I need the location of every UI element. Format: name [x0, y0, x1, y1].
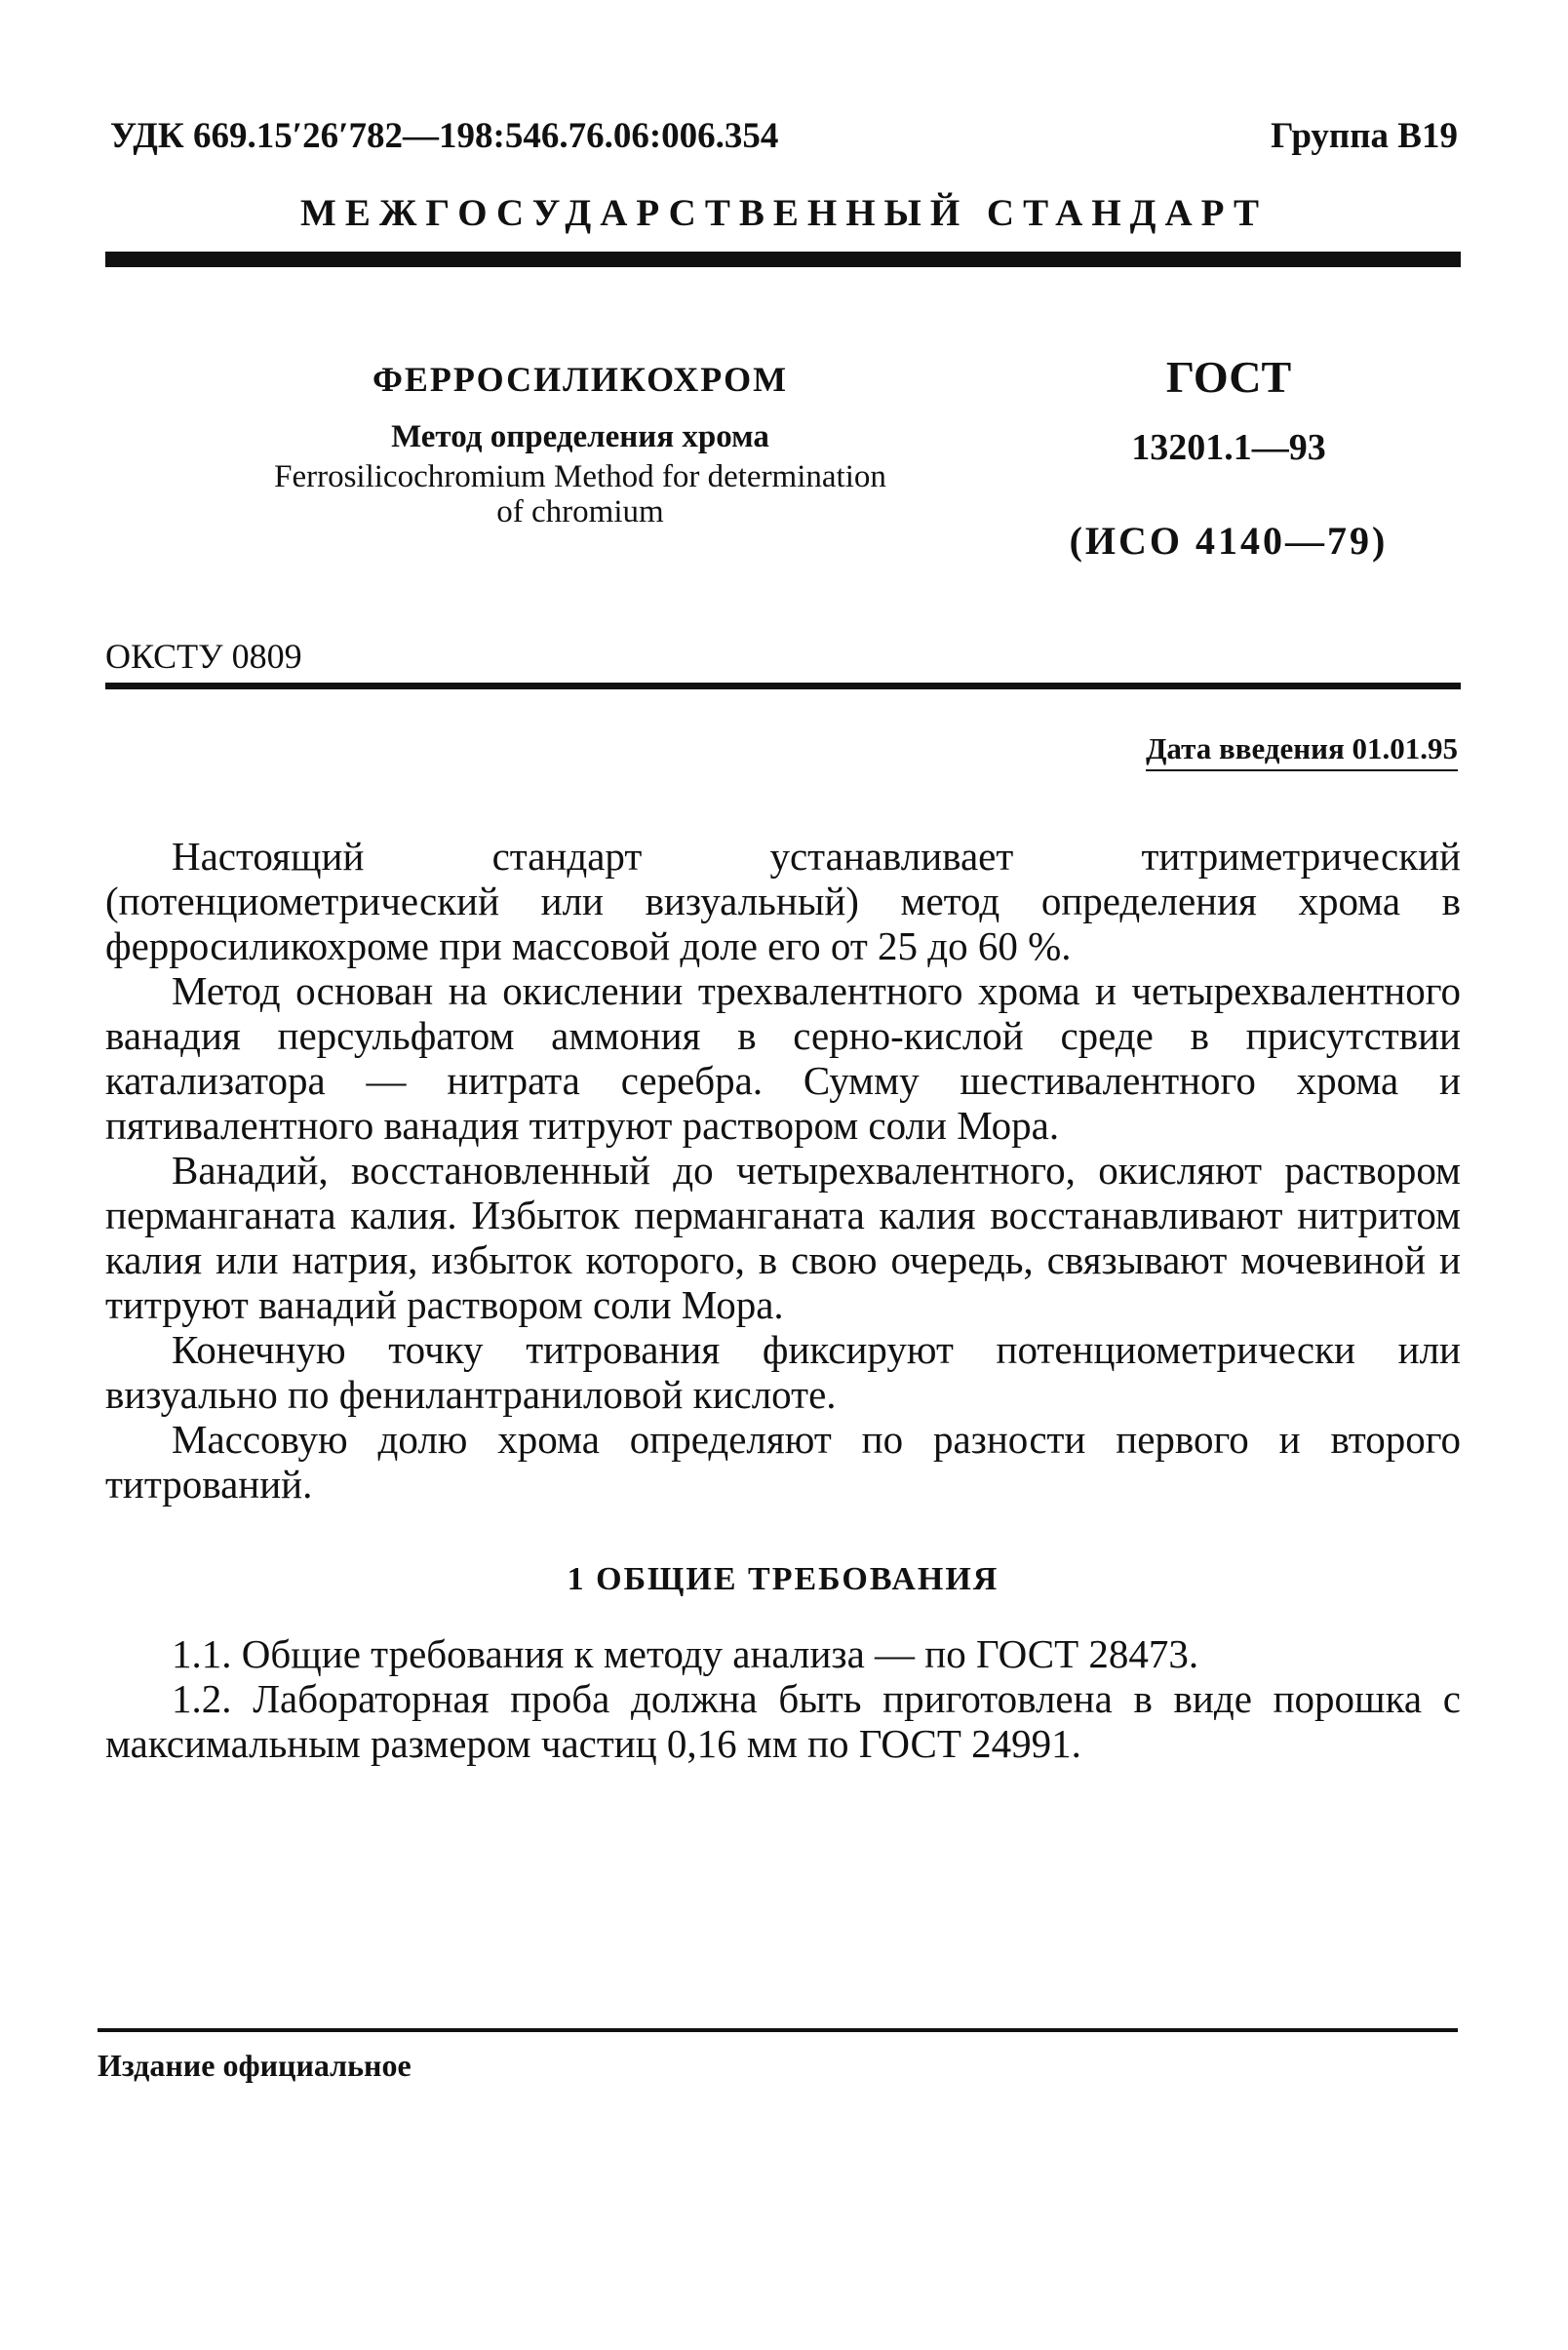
iso-equivalent: (ИСО 4140—79): [1069, 519, 1389, 563]
document-title-block: [185, 359, 975, 530]
footer-rule: [98, 2028, 1458, 2032]
okstu-code: ОКСТУ 0809: [105, 637, 302, 676]
gost-number: 13201.1—93: [1131, 427, 1326, 468]
document-title: ФЕРРОСИЛИКОХРОМ: [372, 360, 789, 399]
body-text: [105, 834, 1461, 1766]
gost-label: ГОСТ: [1165, 352, 1292, 402]
group-code: Группа В19: [1271, 116, 1458, 156]
paragraph: Ванадий, восстановленный до четырехвалентного, окисляют раствором перманганата калия. Избыток перманганата калия восстанавливают нитритом калия или натрия, избыток которого, в свою очередь, связывают мочевиной и титруют ванадий раствором соли Мора.: [105, 1148, 1461, 1327]
english-title-line-1: Ferrosilicochromium Method for determination: [274, 459, 886, 494]
official-edition-label: Издание официальное: [98, 2048, 412, 2083]
gost-designation-block: [1019, 351, 1438, 564]
top-thick-rule: [105, 252, 1461, 267]
paragraph: Массовую долю хрома определяют по разности первого и второго титрований.: [105, 1417, 1461, 1507]
section-item: 1.2. Лабораторная проба должна быть приготовлена в виде порошка с максимальным размером частиц 0,16 мм по ГОСТ 24991.: [105, 1676, 1461, 1766]
document-subtitle: Метод определения хрома: [391, 419, 769, 454]
english-title-line-2: of chromium: [496, 494, 664, 530]
section-heading: 1 ОБЩИЕ ТРЕБОВАНИЯ: [567, 1561, 1000, 1597]
section-item: 1.1. Общие требования к методу анализа — по ГОСТ 28473.: [172, 1631, 1199, 1676]
paragraph: Конечную точку титрования фиксируют потенциометрически или визуально по фенилантраниловой кислоте.: [105, 1327, 1461, 1417]
middle-rule: [105, 683, 1461, 689]
paragraph: Настоящий стандарт устанавливает титриметрический (потенциометрический или визуальный) метод определения хрома в ферросиликохроме при массовой доле его от 25 до 60 %.: [105, 834, 1461, 968]
paragraph: Метод основан на окислении трехвалентного хрома и четырехвалентного ванадия персульфатом аммония в серно-кислой среде в присутствии катализатора — нитрата серебра. Сумму шестивалентного хрома и пятивалентного ванадия титруют раствором соли Мора.: [105, 968, 1461, 1148]
udc-code: УДК 669.15′26′782—198:546.76.06:006.354: [110, 116, 779, 156]
interstate-standard-heading: МЕЖГОСУДАРСТВЕННЫЙ СТАНДАРТ: [300, 192, 1268, 234]
introduction-date: Дата введения 01.01.95: [1146, 731, 1458, 771]
english-title: [185, 459, 975, 530]
